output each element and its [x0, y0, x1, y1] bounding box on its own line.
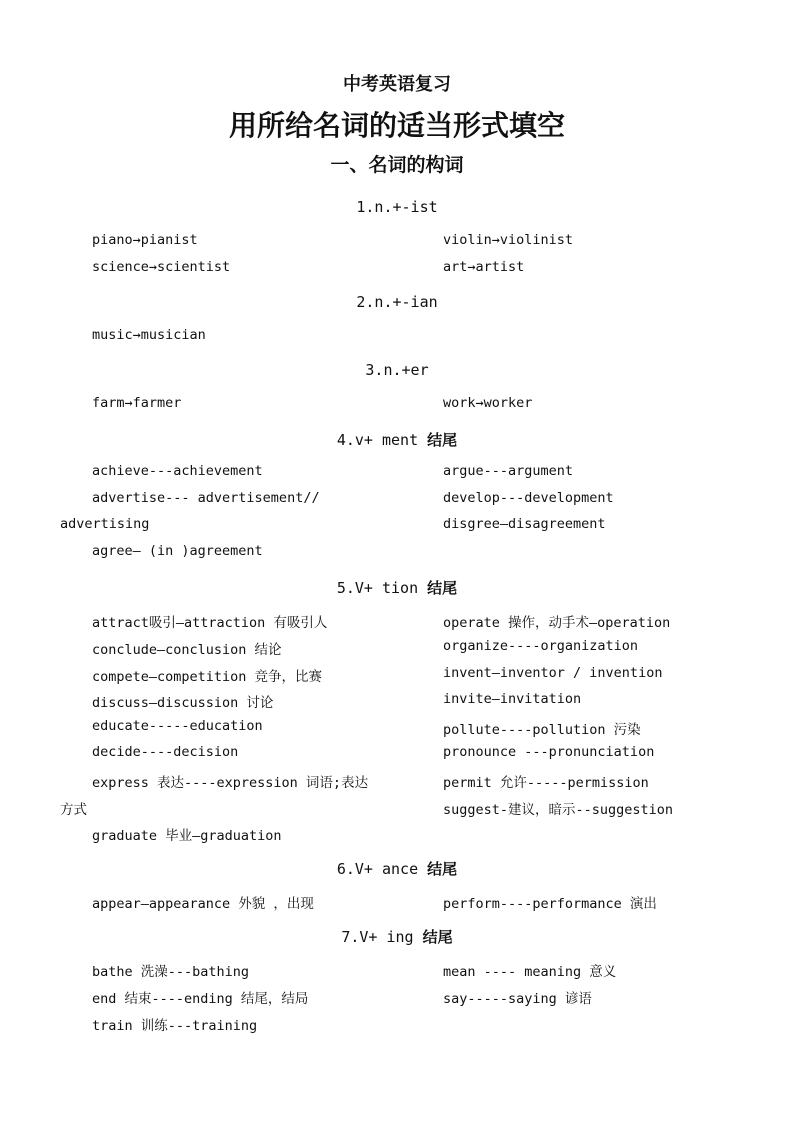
word-pair: discuss—discussion 讨论 [92, 695, 274, 711]
word-pair: agree— (in )agreement [92, 543, 263, 559]
word-pair: develop---development [443, 490, 614, 506]
word-pair: piano→pianist [92, 232, 198, 248]
word-pair: compete—competition 竞争，比赛 [92, 669, 323, 685]
word-pair: operate 操作，动手术—operation [443, 615, 671, 631]
document-title: 用所给名词的适当形式填空 [228, 109, 565, 142]
word-pair: invite—invitation [443, 691, 582, 707]
word-pair: say-----saying 谚语 [443, 991, 592, 1007]
word-pair: farm→farmer [92, 395, 182, 411]
section-heading-cn: 结尾 [427, 579, 458, 597]
section-heading-3: 3.n.+er [365, 361, 429, 379]
word-pair: end 结束----ending 结尾，结局 [92, 991, 309, 1007]
word-pair: graduate 毕业—graduation [92, 828, 282, 844]
section-heading-1: 1.n.+-ist [356, 198, 438, 216]
section-heading-7 [0, 926, 794, 947]
word-pair: work→worker [443, 395, 533, 411]
word-pair: pronounce ---pronunciation [443, 744, 655, 760]
word-pair: mean ---- meaning 意义 [443, 964, 617, 980]
word-pair: science→scientist [92, 259, 231, 275]
section-heading-en: 4.v+ ment [336, 431, 428, 449]
section-heading-en: 6.V+ ance [336, 860, 428, 878]
word-pair: conclude—conclusion 结论 [92, 642, 282, 658]
word-pair: suggest-建议，暗示--suggestion [443, 802, 674, 818]
word-pair: disgree—disagreement [443, 516, 606, 532]
word-pair: train 训练---training [92, 1018, 258, 1034]
word-pair: achieve---achievement [92, 463, 263, 479]
word-pair: violin→violinist [443, 232, 574, 248]
section-heading-6 [0, 858, 794, 879]
section-heading-2: 2.n.+-ian [356, 293, 438, 311]
section-heading-cn: 结尾 [427, 860, 458, 878]
word-pair: permit 允许-----permission [443, 775, 649, 791]
word-pair: advertise--- advertisement// [92, 490, 320, 506]
section-heading-cn: 结尾 [427, 431, 458, 449]
word-pair: educate-----education [92, 718, 263, 734]
word-pair: bathe 洗澡---bathing [92, 964, 250, 980]
section-heading-en: 5.V+ tion [336, 579, 428, 597]
word-pair: music→musician [92, 327, 206, 343]
word-pair-continuation: 方式 [60, 802, 87, 818]
section-heading-5 [0, 577, 794, 598]
word-pair: attract吸引—attraction 有吸引人 [92, 615, 328, 631]
section-heading-en: 7.V+ ing [341, 928, 423, 946]
word-pair: art→artist [443, 259, 525, 275]
section-title: 一、名词的构词 [330, 154, 464, 176]
section-heading-4 [0, 429, 794, 450]
word-pair: pollute----pollution 污染 [443, 722, 641, 738]
word-pair: express 表达----expression 词语;表达 [92, 775, 369, 791]
word-pair-continuation: advertising [60, 516, 150, 532]
section-heading-cn: 结尾 [422, 928, 453, 946]
word-pair: decide----decision [92, 744, 239, 760]
word-pair: organize----organization [443, 638, 639, 654]
word-pair: appear—appearance 外貌 ，出现 [92, 896, 314, 912]
word-pair: invent—inventor / invention [443, 665, 663, 681]
word-pair: argue---argument [443, 463, 574, 479]
document-kicker: 中考英语复习 [343, 74, 451, 95]
word-pair: perform----performance 演出 [443, 896, 657, 912]
